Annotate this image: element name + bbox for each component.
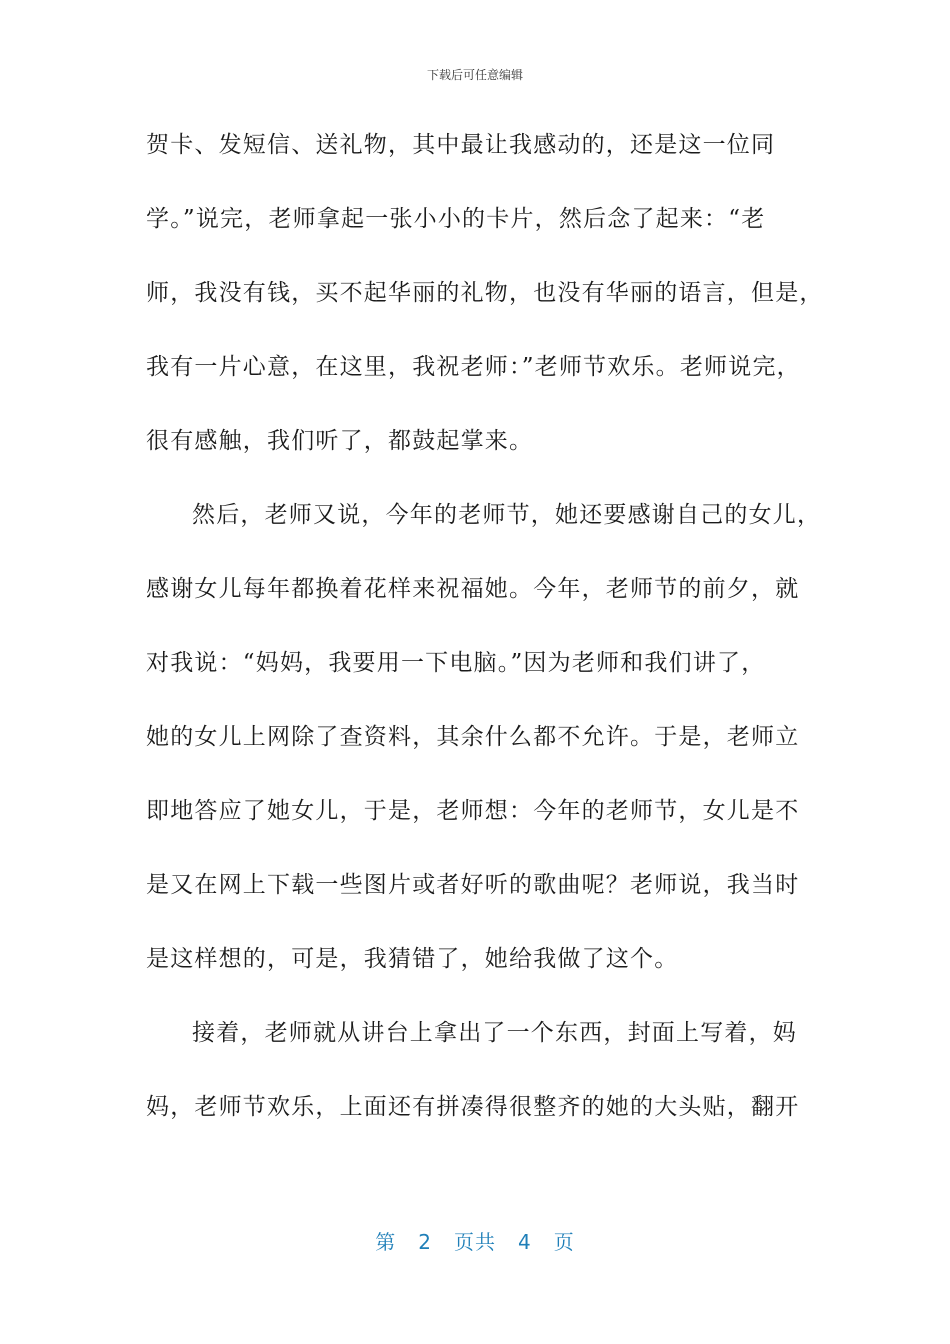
- text-line: 妈，老师节欢乐，上面还有拼凑得很整齐的她的大头贴，翻开: [146, 1094, 800, 1120]
- text-line: 她的女儿上网除了查资料，其余什么都不允许。于是，老师立: [146, 724, 800, 750]
- text-line: 是这样想的，可是，我猜错了，她给我做了这个。: [146, 946, 679, 972]
- page-prefix: 第: [375, 1230, 397, 1254]
- current-page-number: 2: [418, 1230, 432, 1254]
- page-mid-label: 页共: [454, 1230, 496, 1254]
- text-line: 对我说：“妈妈，我要用一下电脑。”因为老师和我们讲了，: [146, 650, 766, 676]
- page-footer: [0, 1226, 950, 1255]
- text-line: 感谢女儿每年都换着花样来祝福她。今年，老师节的前夕，就: [146, 576, 800, 602]
- text-line: 学。”说完，老师拿起一张小小的卡片，然后念了起来：“老: [146, 206, 766, 232]
- text-line: 很有感触，我们听了，都鼓起掌来。: [146, 428, 534, 454]
- text-line: 师，我没有钱，买不起华丽的礼物，也没有华丽的语言，但是，: [146, 280, 824, 306]
- text-line: 贺卡、发短信、送礼物，其中最让我感动的，还是这一位同: [146, 132, 776, 158]
- header-note: 下载后可任意编辑: [426, 68, 523, 82]
- paragraph-start-line: 然后，老师又说，今年的老师节，她还要感谢自己的女儿，: [192, 502, 822, 528]
- text-line: 是又在网上下载一些图片或者好听的歌曲呢？老师说，我当时: [146, 872, 800, 898]
- text-line: 我有一片心意，在这里，我祝老师：”老师节欢乐。老师说完，: [146, 354, 801, 380]
- paragraph-start-line: 接着，老师就从讲台上拿出了一个东西，封面上写着，妈: [192, 1020, 797, 1046]
- total-pages-number: 4: [518, 1230, 532, 1254]
- page-suffix: 页: [553, 1230, 575, 1254]
- text-line: 即地答应了她女儿，于是，老师想：今年的老师节，女儿是不: [146, 798, 800, 824]
